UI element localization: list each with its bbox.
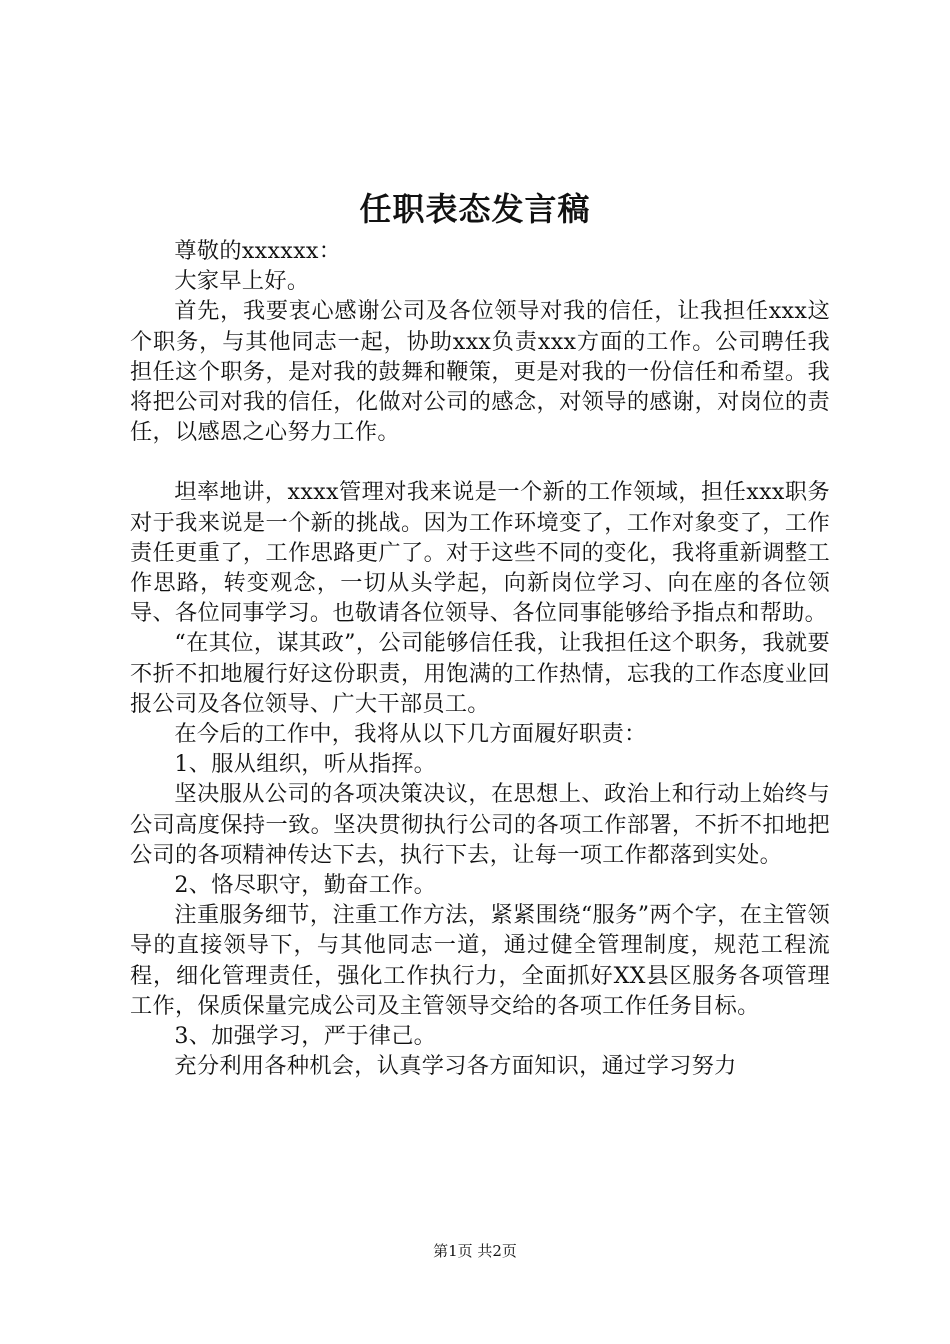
paragraph-gratitude: 首先，我要衷心感谢公司及各位领导对我的信任，让我担任xxx这个职务，与其他同志一起，协助xxx负责xxx方面的工作。公司聘任我担任这个职务，是对我的鼓舞和鞭策，更是对我的一份信任和希望。我将把公司对我的信任，化做对公司的感念，对领导的感谢，对岗位的责任，以感恩之心努力工作。 [130, 298, 830, 446]
point-heading-2: 2、恪尽职守，勤奋工作。 [174, 872, 437, 899]
point-heading-3: 3、加强学习，严于律己。 [174, 1023, 437, 1050]
document-title: 任职表态发言稿 [359, 190, 591, 228]
greeting: 大家早上好。 [174, 268, 310, 295]
document-body [130, 236, 830, 1081]
salutation: 尊敬的xxxxxx： [174, 238, 342, 264]
point-heading-1: 1、服从组织，听从指挥。 [174, 751, 437, 778]
point-body-1: 坚决服从公司的各项决策决议，在思想上、政治上和行动上始终与公司高度保持一致。坚决贯彻执行公司的各项工作部署，不折不扣地把公司的各项精神传达下去，执行下去，让每一项工作都落到实处。 [130, 781, 830, 868]
point-body-3: 充分利用各种机会，认真学习各方面知识，通过学习努力 [174, 1053, 737, 1080]
point-body-2: 注重服务细节，注重工作方法，紧紧围绕“服务”两个字，在主管领导的直接领导下，与其他同志一道，通过健全管理制度，规范工程流程，细化管理责任，强化工作执行力，全面抓好XX县区服务各项管理工作，保质保量完成公司及主管领导交给的各项工作任务目标。 [130, 902, 830, 1019]
paragraph-duty: “在其位，谋其政”，公司能够信任我，让我担任这个职务，我就要不折不扣地履行好这份职责，用饱满的工作热情，忘我的工作态度业回报公司及各位领导、广大干部员工。 [130, 630, 830, 717]
paragraph-intro-points: 在今后的工作中，我将从以下几方面履好职责： [174, 721, 647, 748]
page-footer: 第1页 共2页 [433, 1242, 517, 1260]
paragraph-new-challenge: 坦率地讲，xxxx管理对我来说是一个新的工作领域，担任xxx职务对于我来说是一个新的挑战。因为工作环境变了，工作对象变了，工作责任更重了，工作思路更广了。对于这些不同的变化，我将重新调整工作思路，转变观念，一切从头学起，向新岗位学习、向在座的各位领导、各位同事学习。也敬请各位领导、各位同事能够给予指点和帮助。 [130, 479, 830, 627]
